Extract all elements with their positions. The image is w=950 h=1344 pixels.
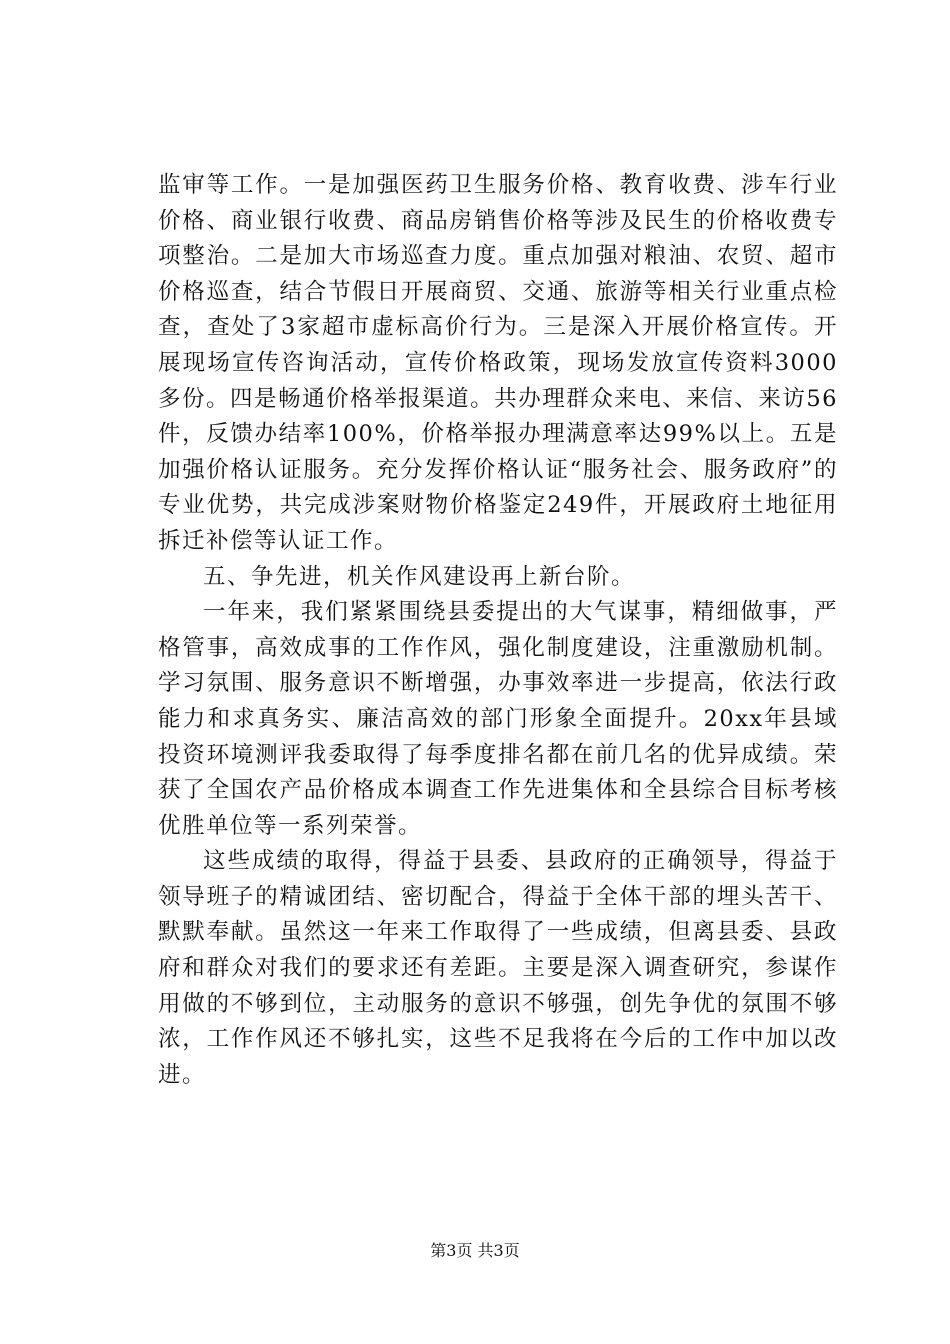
page-footer: 第3页 共3页	[430, 1241, 520, 1260]
paragraph-work-style: 一年来，我们紧紧围绕县委提出的大气谋事，精细做事，严格管事，高效成事的工作作风，强化制度建设，注重激励机制。学习氛围、服务意识不断增强，办事效率进一步提高，依法行政能力和求真务实、廉洁高效的部门形象全面提升。20xx年县域投资环境测评我委取得了每季度排名都在前几名的优异成绩。荣获了全国农产品价格成本调查工作先进集体和全县综合目标考核优胜单位等一系列荣誉。	[158, 599, 838, 839]
document-body	[158, 168, 838, 1093]
section-heading-work-style: 五、争先进，机关作风建设再上新台阶。	[203, 563, 636, 590]
paragraph-price-supervision: 监审等工作。一是加强医药卫生服务价格、教育收费、涉车行业价格、商业银行收费、商品房销售价格等涉及民生的价格收费专项整治。二是加大市场巡查力度。重点加强对粮油、农贸、超市价格巡查，结合节假日开展商贸、交通、旅游等相关行业重点检查，查处了3家超市虚标高价行为。三是深入开展价格宣传。开展现场宣传咨询活动，宣传价格政策，现场发放宣传资料3000多份。四是畅通价格举报渠道。共办理群众来电、来信、来访56件，反馈办结率100%，价格举报办理满意率达99%以上。五是加强价格认证服务。充分发挥价格认证“服务社会、服务政府”的专业优势，共完成涉案财物价格鉴定249件，开展政府土地征用拆迁补偿等认证工作。	[158, 172, 838, 554]
paragraph-conclusion: 这些成绩的取得，得益于县委、县政府的正确领导，得益于领导班子的精诚团结、密切配合，得益于全体干部的埋头苦干、默默奉献。虽然这一年来工作取得了一些成绩，但离县委、县政府和群众对我们的要求还有差距。主要是深入调查研究，参谋作用做的不够到位，主动服务的意识不够强，创先争优的氛围不够浓，工作作风还不够扎实，这些不足我将在今后的工作中加以改进。	[158, 848, 838, 1088]
